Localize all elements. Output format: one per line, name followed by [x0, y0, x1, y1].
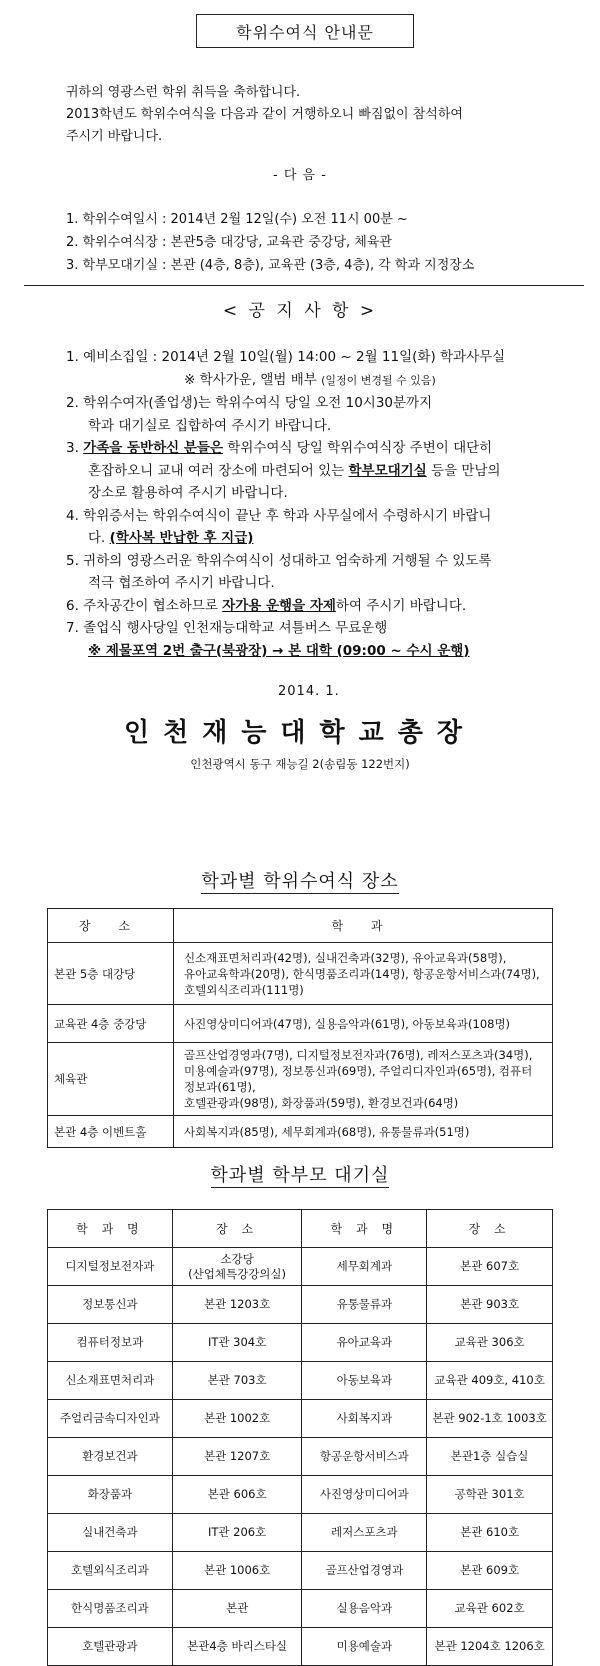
department-name-cell: 골프산업경영과 — [302, 1552, 427, 1590]
ceremony-venue-table — [47, 908, 553, 1148]
waiting-room-cell: 본관 606호 — [172, 1476, 302, 1514]
department-name-cell: 호텔관광과 — [48, 1628, 173, 1666]
waiting-room-cell: 본관1층 실습실 — [427, 1438, 553, 1476]
parent-room-title-text: 학과별 학부모 대기실 — [210, 1165, 390, 1186]
table-row — [48, 1005, 553, 1043]
waiting-room-cell: 본관 903호 — [427, 1286, 553, 1324]
notice-4-emphasis: (학사복 반납한 후 지급) — [109, 530, 254, 546]
waiting-room-cell: IT관 304호 — [172, 1324, 302, 1362]
table-row — [48, 1476, 553, 1514]
departments-cell — [174, 1005, 553, 1043]
venue-cell: 본관 4층 이벤트홀 — [48, 1116, 174, 1148]
table-row — [48, 1248, 553, 1286]
waiting-room-cell: 교육관 306호 — [427, 1324, 553, 1362]
notice-2: 2. 학위수여자(졸업생)는 학위수여식 당일 오전 10시30분까지 — [66, 395, 433, 411]
table-header-cell: 장 소 — [172, 1210, 302, 1248]
department-name-cell: 환경보건과 — [48, 1438, 173, 1476]
department-name-cell: 실용음악과 — [302, 1590, 427, 1628]
department-line: 유아교육학과(20명), 한식명품조리과(14명), 항공운항서비스과(74명), — [184, 966, 540, 981]
notice-2-cont: 학과 대기실로 집합하여 주시기 바랍니다. — [88, 417, 332, 434]
venue-cell: 체육관 — [48, 1043, 174, 1116]
department-name-cell: 화장품과 — [48, 1476, 173, 1514]
department-name-cell: 미용예술과 — [302, 1628, 427, 1666]
waiting-room-cell: 본관 1203호 — [172, 1286, 302, 1324]
notice-6-suffix: 하여 주시기 바랍니다. — [335, 597, 467, 614]
notice-7-shuttle: ※ 제물포역 2번 출구(북광장) → 본 대학 (09:00 ~ 수시 운행) — [88, 642, 470, 659]
waiting-room-cell: 본관 — [172, 1590, 302, 1628]
table-header-cell: 학 과 — [174, 909, 553, 943]
notice-4: 4. 학위증서는 학위수여식이 끝난 후 학과 사무실에서 수령하시기 바랍니 — [66, 507, 492, 524]
waiting-room-cell: 본관 1207호 — [172, 1438, 302, 1476]
department-name-cell: 세무회계과 — [302, 1248, 427, 1286]
notice-1-sub-text: ※ 학사가운, 앨범 배부 — [184, 371, 317, 388]
departments-cell — [174, 1116, 553, 1148]
department-name-cell: 아동보육과 — [302, 1362, 427, 1400]
department-line: 호텔외식조리과(111명) — [184, 982, 304, 997]
venue-cell: 교육관 4층 중강당 — [48, 1005, 174, 1043]
document-title: 학위수여식 안내문 — [196, 14, 414, 48]
notice-6-emphasis: 자가용 운행을 자제 — [222, 597, 336, 614]
department-name-cell: 정보통신과 — [48, 1286, 173, 1324]
notice-1-sub — [66, 369, 566, 393]
department-name-cell: 한식명품조리과 — [48, 1590, 173, 1628]
notice-3-emphasis: 가족을 동반하신 분들은 — [83, 440, 223, 456]
waiting-room-cell: 본관 1002호 — [172, 1400, 302, 1438]
venue-cell: 본관 5층 대강당 — [48, 943, 174, 1005]
table-row — [48, 1590, 553, 1628]
table-row — [48, 1514, 553, 1552]
notice-7: 7. 졸업식 행사당일 인천재능대학교 셔틀버스 무료운행 — [66, 620, 388, 636]
notice-5: 5. 귀하의 영광스러운 학위수여식이 성대하고 엄숙하게 거행될 수 있도록 — [66, 552, 492, 569]
notice-3-cont — [66, 460, 566, 483]
table-header-row — [48, 1210, 553, 1248]
waiting-room-cell: 본관 1204호 1206호 — [427, 1628, 553, 1666]
notice-3-cont2: 장소로 활용하여 주시기 바랍니다. — [88, 485, 288, 501]
notice-6-prefix: 6. 주차공간이 협소하므로 — [66, 597, 223, 614]
department-name-cell: 유통물류과 — [302, 1286, 427, 1324]
event-details — [66, 208, 596, 277]
intro-paragraph — [66, 82, 586, 148]
waiting-room-cell: 본관 610호 — [427, 1514, 553, 1552]
intro-line: 귀하의 영광스런 학위 취득을 축하합니다. — [66, 85, 301, 100]
department-name-cell: 디지털정보전자과 — [48, 1248, 173, 1286]
waiting-room-cell: 본관 607호 — [427, 1248, 553, 1286]
department-name-cell: 신소재표면처리과 — [48, 1362, 173, 1400]
table-header-row — [48, 909, 553, 943]
waiting-room-cell: 본관 703호 — [172, 1362, 302, 1400]
department-name-cell: 사회복지과 — [302, 1400, 427, 1438]
department-line: 미용예술과(97명), 정보통신과(69명), 주얼리디자인과(65명), 컴퓨터정보과(61명), — [184, 1064, 533, 1094]
university-address: 인천광역시 동구 재능길 2(송림동 122번지) — [190, 757, 410, 771]
notice-list — [66, 346, 566, 662]
notice-4-cont-prefix: 다. — [88, 530, 110, 546]
event-detail-item: 1. 학위수여일시 : 2014년 2월 12일(수) 오전 11시 00분 ~ — [66, 212, 408, 227]
department-name-cell: 실내건축과 — [48, 1514, 173, 1552]
department-name-cell: 항공운항서비스과 — [302, 1438, 427, 1476]
ceremony-venue-title — [0, 867, 600, 893]
waiting-room-cell: 교육관 409호, 410호 — [427, 1362, 553, 1400]
daum-heading: - 다 음 - — [273, 168, 327, 183]
department-line: 사진영상미디어과(47명), 실용음악과(61명), 아동보육과(108명) — [184, 1016, 511, 1031]
notice-3 — [66, 437, 566, 460]
notice-4-cont — [66, 527, 566, 550]
table-header-cell: 장 소 — [48, 909, 174, 943]
event-detail-item: 2. 학위수여식장 : 본관5층 대강당, 교육관 중강당, 체육관 — [66, 235, 392, 250]
notice-heading: < 공 지 사 항 > — [222, 301, 378, 321]
department-name-cell: 컴퓨터정보과 — [48, 1324, 173, 1362]
table-row — [48, 1286, 553, 1324]
notice-5-cont: 적극 협조하여 주시기 바랍니다. — [88, 575, 275, 591]
president-signature: 인천재능대학교총장 — [123, 718, 477, 748]
intro-line: 2013학년도 학위수여식을 다음과 같이 거행하오니 빠짐없이 참석하여 — [66, 107, 463, 122]
section-divider — [24, 285, 584, 286]
notice-6 — [66, 595, 566, 618]
department-line: 사회복지과(85명), 세무회계과(68명), 유통물류과(51명) — [184, 1124, 470, 1139]
table-row — [48, 1552, 553, 1590]
issue-date: 2014. 1. — [278, 684, 340, 699]
table-row — [48, 1324, 553, 1362]
department-name-cell: 호텔외식조리과 — [48, 1552, 173, 1590]
notice-3-parent-room: 학부모대기실 — [348, 462, 427, 479]
departments-cell — [174, 1043, 553, 1116]
table-row — [48, 1043, 553, 1116]
table-header-cell: 학 과 명 — [302, 1210, 427, 1248]
waiting-room-cell: 교육관 602호 — [427, 1590, 553, 1628]
table-row — [48, 1116, 553, 1148]
department-line: 신소재표면처리과(42명), 실내건축과(32명), 유아교육과(58명), — [184, 950, 507, 965]
waiting-room-cell: 공학관 301호 — [427, 1476, 553, 1514]
notice-1: 1. 예비소집일 : 2014년 2월 10일(월) 14:00 ~ 2월 11일(화) 학과사무실 — [66, 349, 506, 365]
department-name-cell: 유아교육과 — [302, 1324, 427, 1362]
table-row — [48, 1438, 553, 1476]
department-line: 골프산업경영과(7명), 디지털정보전자과(76명), 레저스포츠과(34명), — [184, 1048, 533, 1062]
waiting-room-cell: 본관 902-1호 1003호 — [427, 1400, 553, 1438]
department-name-cell: 사진영상미디어과 — [302, 1476, 427, 1514]
waiting-room-cell: 소강당 (산업체특강강의실) — [172, 1248, 302, 1286]
table-row — [48, 1628, 553, 1666]
waiting-room-cell: 본관4층 바리스타실 — [172, 1628, 302, 1666]
table-header-cell: 장 소 — [427, 1210, 553, 1248]
intro-line: 주시기 바랍니다. — [66, 129, 163, 144]
notice-3-num: 3. — [66, 440, 84, 456]
notice-3-rest: 학위수여식 당일 학위수여식장 주변이 대단히 — [222, 440, 493, 456]
waiting-room-cell: 본관 1006호 — [172, 1552, 302, 1590]
table-row — [48, 943, 553, 1005]
ceremony-venue-title-text: 학과별 학위수여식 장소 — [201, 871, 399, 892]
department-name-cell: 레저스포츠과 — [302, 1514, 427, 1552]
department-name-cell: 주얼리금속디자인과 — [48, 1400, 173, 1438]
department-line: 호텔관광과(98명), 화장품과(59명), 환경보건과(64명) — [184, 1096, 459, 1110]
parent-room-title — [0, 1161, 600, 1187]
departments-cell — [174, 943, 553, 1005]
waiting-room-cell: IT관 206호 — [172, 1514, 302, 1552]
parent-waiting-room-table — [47, 1209, 553, 1666]
waiting-room-cell: 본관 609호 — [427, 1552, 553, 1590]
notice-1-sub-note: (일정이 변경될 수 있음) — [321, 373, 436, 387]
table-header-cell: 학 과 명 — [48, 1210, 173, 1248]
table-row — [48, 1400, 553, 1438]
notice-3-cont-suffix: 등을 만남의 — [426, 462, 501, 479]
table-row — [48, 1362, 553, 1400]
parent-room-table-body — [48, 1248, 553, 1666]
notice-3-cont-prefix: 혼잡하오니 교내 여러 장소에 마련되어 있는 — [88, 462, 349, 479]
event-detail-item: 3. 학부모대기실 : 본관 (4층, 8층), 교육관 (3층, 4층), 각 학과 지정장소 — [66, 258, 475, 273]
